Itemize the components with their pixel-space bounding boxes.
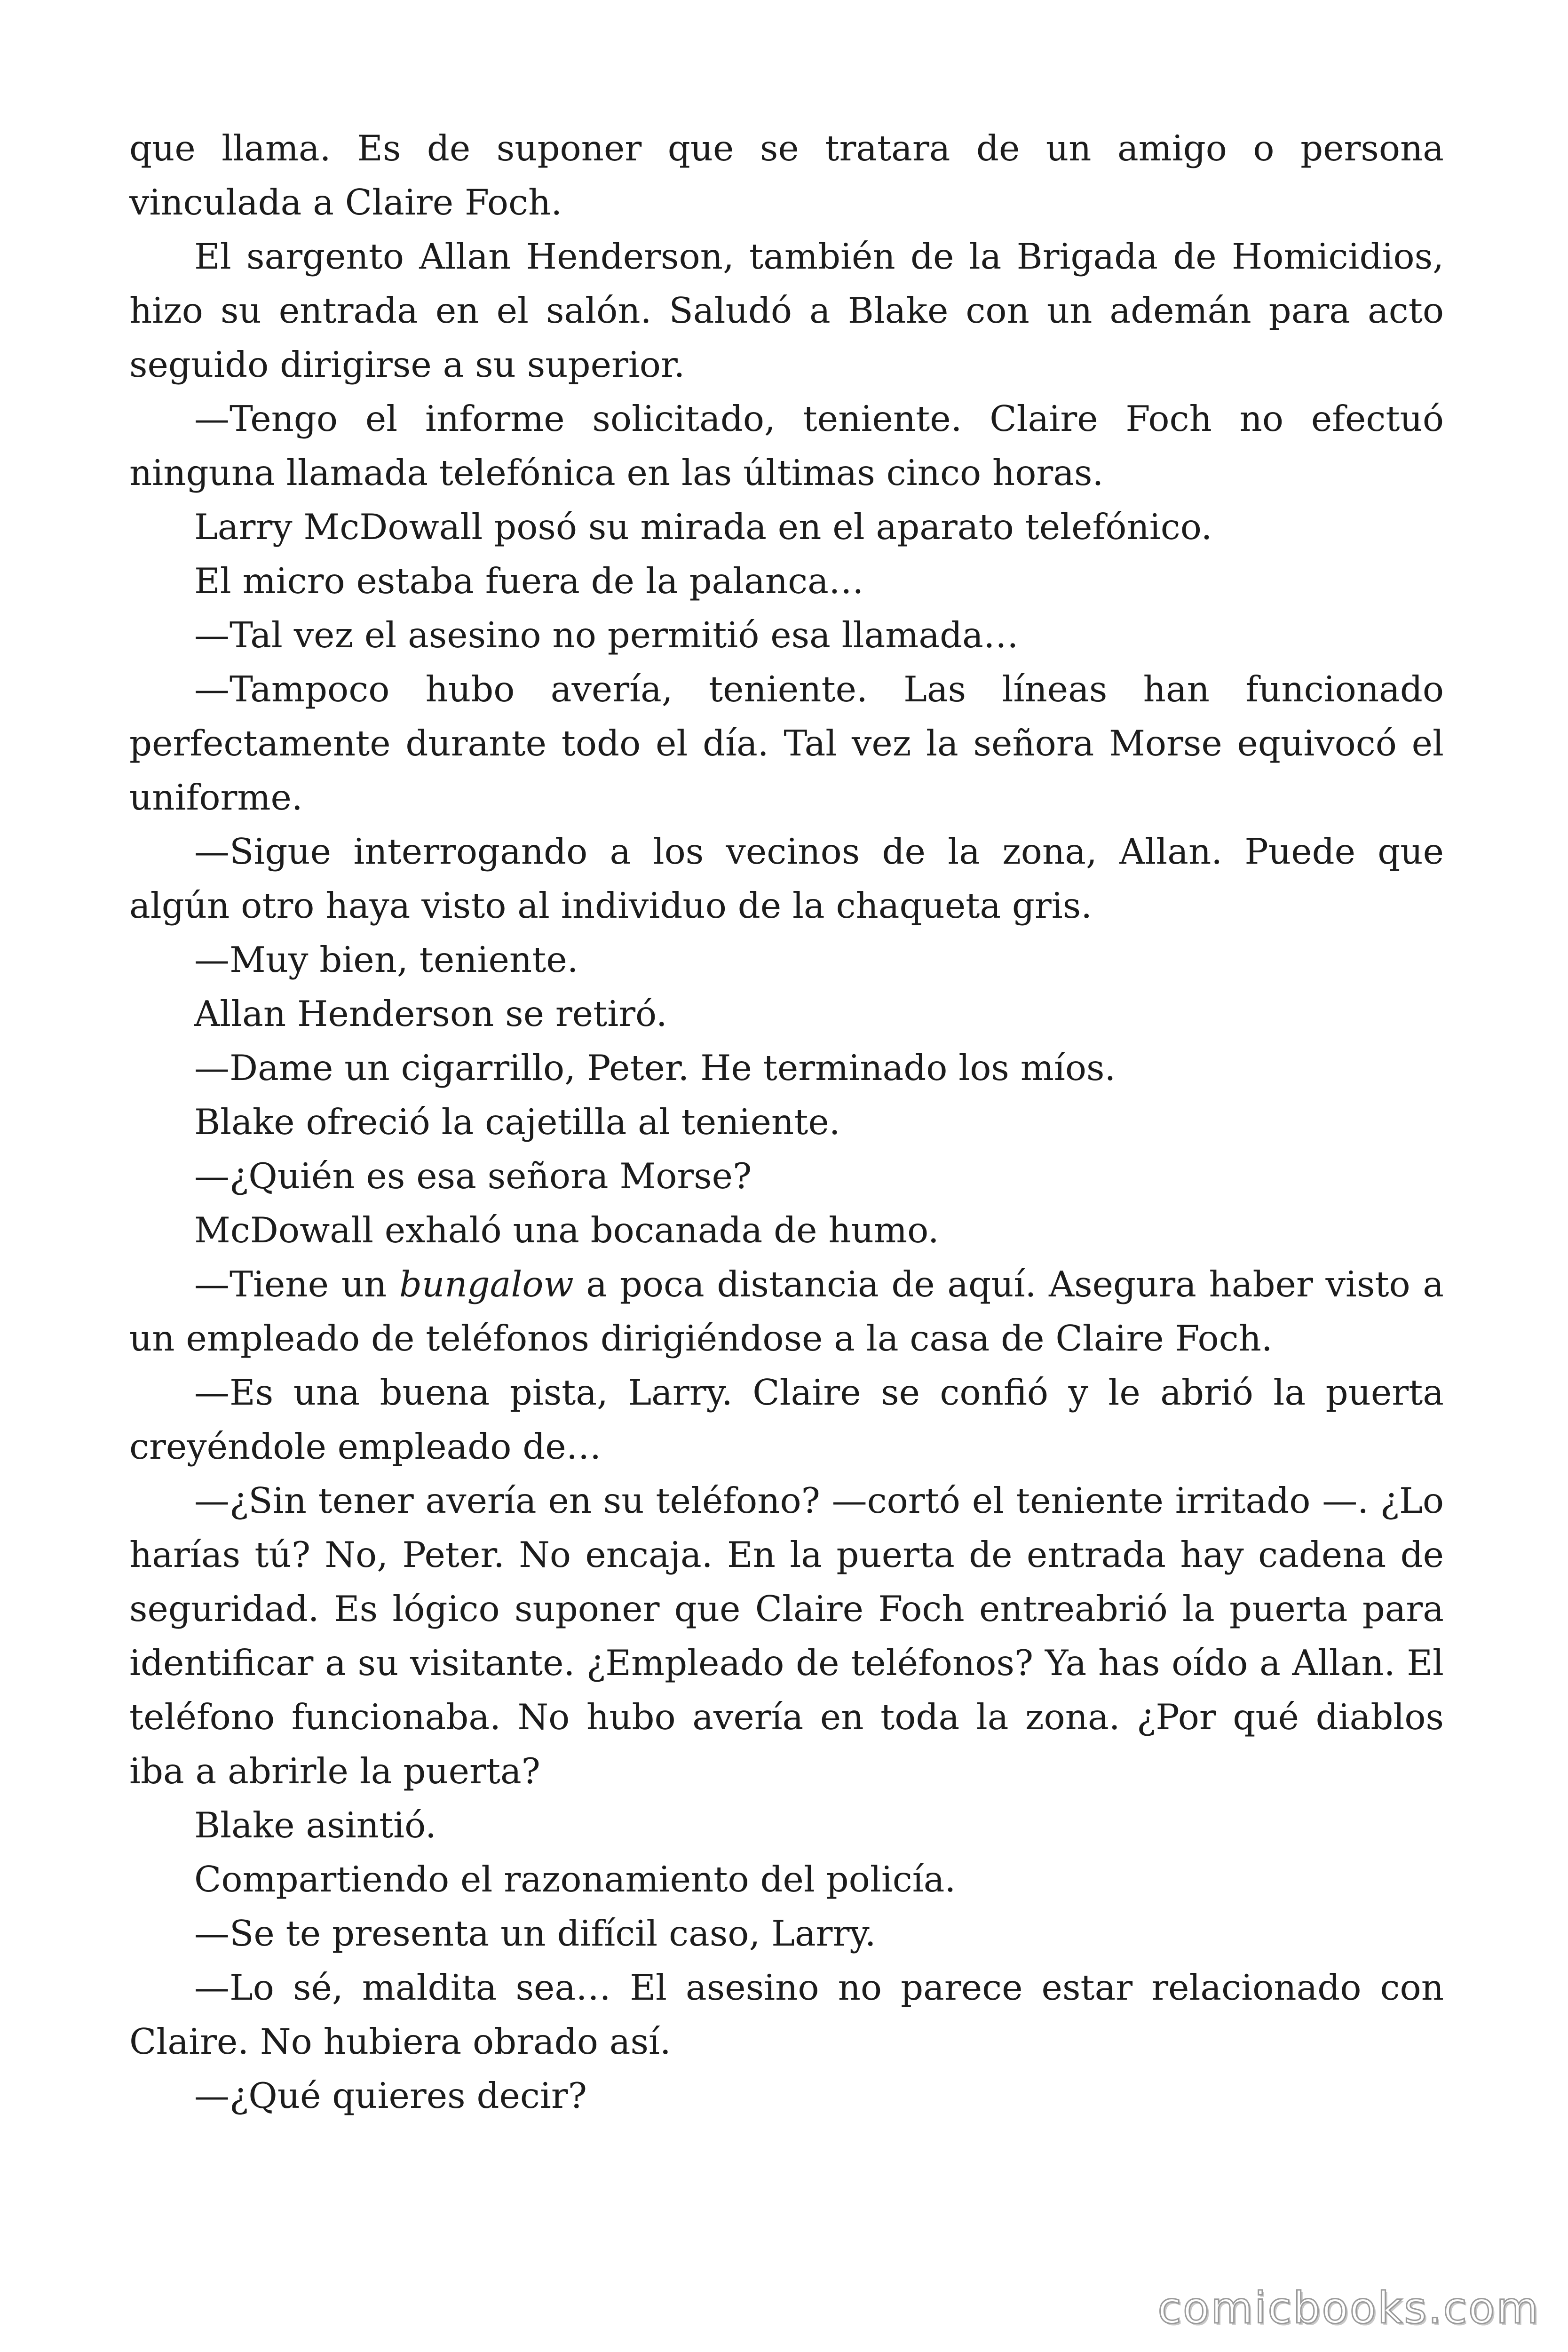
paragraph-15-start: —Tiene un bbox=[194, 1263, 400, 1305]
paragraph-7: —Tampoco hubo avería, teniente. Las líneas han funcionado perfectamente durante todo el día. Tal vez la señora Morse equivocó el uniforme. bbox=[129, 668, 1444, 818]
paragraph-11: —Dame un cigarrillo, Peter. He terminado los míos. bbox=[194, 1047, 1116, 1089]
body-text bbox=[129, 121, 1444, 2123]
paragraph-21: —Lo sé, maldita sea… El asesino no parece estar relacionado con Claire. No hubiera obrado así. bbox=[129, 1967, 1444, 2062]
paragraph-15 bbox=[129, 1257, 1444, 1366]
paragraph-13: —¿Quién es esa señora Morse? bbox=[194, 1155, 752, 1197]
paragraph-10: Allan Henderson se retiró. bbox=[194, 993, 667, 1034]
paragraph-14: McDowall exhaló una bocanada de humo. bbox=[194, 1209, 939, 1251]
paragraph-20: —Se te presenta un difícil caso, Larry. bbox=[194, 1913, 876, 1954]
italic-word: bungalow bbox=[399, 1263, 574, 1305]
paragraph-4: Larry McDowall posó su mirada en el aparato telefónico. bbox=[194, 506, 1212, 548]
paragraph-3: —Tengo el informe solicitado, teniente. Claire Foch no efectuó ninguna llamada telefónica en las últimas cinco horas. bbox=[129, 398, 1444, 493]
paragraph-15-end: a poca distancia de aquí. Asegura haber visto a un empleado de teléfonos dirigiéndose a la casa de Claire Foch. bbox=[129, 1263, 1444, 1359]
paragraph-9: —Muy bien, teniente. bbox=[194, 939, 578, 980]
paragraph-16: —Es una buena pista, Larry. Claire se confió y le abrió la puerta creyéndole empleado de… bbox=[129, 1372, 1444, 1467]
paragraph-19: Compartiendo el razonamiento del policía. bbox=[194, 1859, 956, 1900]
paragraph-2: El sargento Allan Henderson, también de la Brigada de Homicidios, hizo su entrada en el salón. Saludó a Blake con un ademán para acto seguido dirigirse a su superior. bbox=[129, 236, 1444, 385]
paragraph-12: Blake ofreció la cajetilla al teniente. bbox=[194, 1101, 840, 1143]
paragraph-6: —Tal vez el asesino no permitió esa llamada… bbox=[194, 614, 1019, 656]
paragraph-22: —¿Qué quieres decir? bbox=[194, 2075, 587, 2116]
paragraph-5: El micro estaba fuera de la palanca… bbox=[194, 560, 864, 602]
paragraph-1: que llama. Es de suponer que se tratara de un amigo o persona vinculada a Claire Foch. bbox=[129, 127, 1444, 223]
paragraph-8: —Sigue interrogando a los vecinos de la zona, Allan. Puede que algún otro haya visto al individuo de la chaqueta gris. bbox=[129, 831, 1444, 926]
paragraph-17: —¿Sin tener avería en su teléfono? —cortó el teniente irritado —. ¿Lo harías tú? No, Peter. No encaja. En la puerta de entrada hay cadena de seguridad. Es lógico suponer que Claire Foch entreabrió la puerta para identificar a su visitante. ¿Empleado de teléfonos? Ya has oído a Allan. El teléfono funcionaba. No hubo avería en toda la zona. ¿Por qué diablos iba a abrirle la puerta? bbox=[129, 1480, 1444, 1792]
watermark: comicbooks.com bbox=[1157, 2283, 1540, 2333]
paragraph-18: Blake asintió. bbox=[194, 1804, 436, 1846]
